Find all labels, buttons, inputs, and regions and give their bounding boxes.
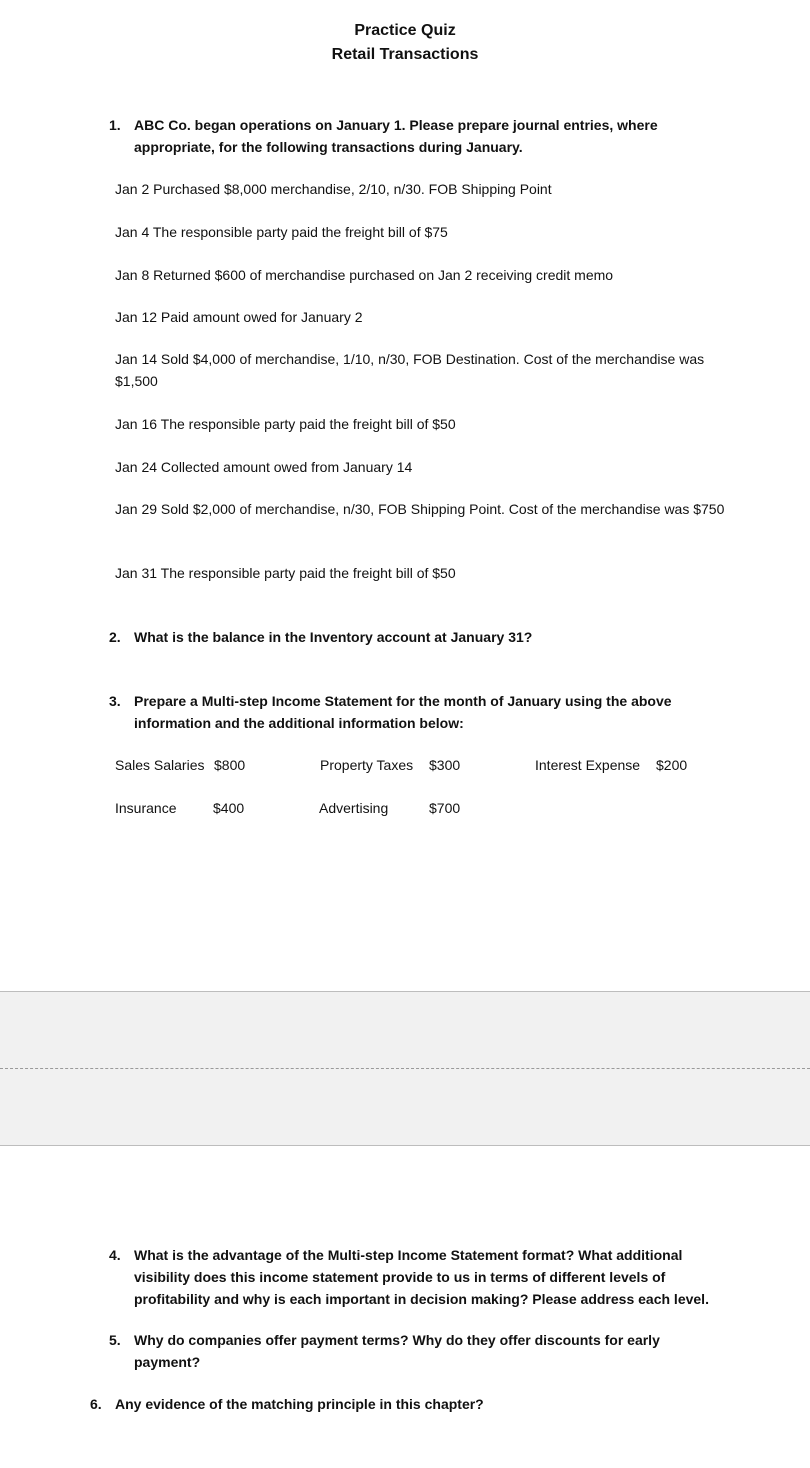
info-interest-expense-label: Interest Expense — [535, 757, 641, 773]
question-text: ABC Co. began operations on January 1. Please prepare journal entries, where appropriate, for the following transactions during January. — [134, 117, 658, 155]
question-number: 1. — [109, 117, 121, 133]
page-subtitle: Retail Transactions — [331, 46, 479, 63]
question-number: 3. — [109, 693, 121, 709]
transaction-jan-16: Jan 16 The responsible party paid the freight bill of $50 — [115, 416, 456, 432]
question-number: 2. — [109, 629, 121, 645]
question-2 — [109, 626, 709, 648]
question-text: Why do companies offer payment terms? Why do they offer discounts for early payment? — [134, 1332, 660, 1370]
question-number: 4. — [109, 1247, 121, 1263]
page-title: Practice Quiz — [354, 22, 456, 39]
info-property-taxes-value: $300 — [429, 757, 461, 773]
info-interest-expense-value: $200 — [656, 757, 688, 773]
transaction-jan-4: Jan 4 The responsible party paid the freight bill of $75 — [115, 224, 448, 240]
info-sales-salaries-value: $800 — [214, 757, 246, 773]
info-advertising-value: $700 — [429, 800, 461, 816]
transaction-jan-8: Jan 8 Returned $600 of merchandise purchased on Jan 2 receiving credit memo — [115, 267, 614, 283]
transaction-jan-24: Jan 24 Collected amount owed from January 14 — [115, 459, 413, 475]
question-1 — [109, 114, 689, 158]
question-number: 5. — [109, 1332, 121, 1348]
page-break-line — [0, 1068, 810, 1069]
transaction-jan-2: Jan 2 Purchased $8,000 merchandise, 2/10, n/30. FOB Shipping Point — [115, 181, 552, 197]
question-4 — [109, 1244, 719, 1310]
info-sales-salaries-label: Sales Salaries — [115, 757, 205, 773]
question-number: 6. — [90, 1396, 102, 1412]
transaction-jan-14: Jan 14 Sold $4,000 of merchandise, 1/10, n/30, FOB Destination. Cost of the merchandise was $1,500 — [115, 351, 705, 389]
question-3 — [109, 690, 699, 734]
info-property-taxes-label: Property Taxes — [320, 757, 414, 773]
question-text: What is the advantage of the Multi-step Income Statement format? What additional visibility does this income statement provide to us in terms of different levels of profitability and why is each important in decision making? Please address each level. — [134, 1247, 709, 1307]
transaction-jan-31: Jan 31 The responsible party paid the freight bill of $50 — [115, 565, 456, 581]
transaction-jan-29: Jan 29 Sold $2,000 of merchandise, n/30, FOB Shipping Point. Cost of the merchandise was $750 — [115, 501, 725, 517]
question-text: Any evidence of the matching principle in this chapter? — [115, 1396, 484, 1412]
info-insurance-label: Insurance — [115, 800, 177, 816]
question-5 — [109, 1329, 699, 1373]
info-insurance-value: $400 — [213, 800, 245, 816]
question-text: What is the balance in the Inventory account at January 31? — [134, 629, 533, 645]
question-6 — [90, 1393, 710, 1415]
question-text: Prepare a Multi-step Income Statement for the month of January using the above information and the additional information below: — [134, 693, 672, 731]
info-advertising-label: Advertising — [319, 800, 389, 816]
transaction-jan-12: Jan 12 Paid amount owed for January 2 — [115, 309, 363, 325]
